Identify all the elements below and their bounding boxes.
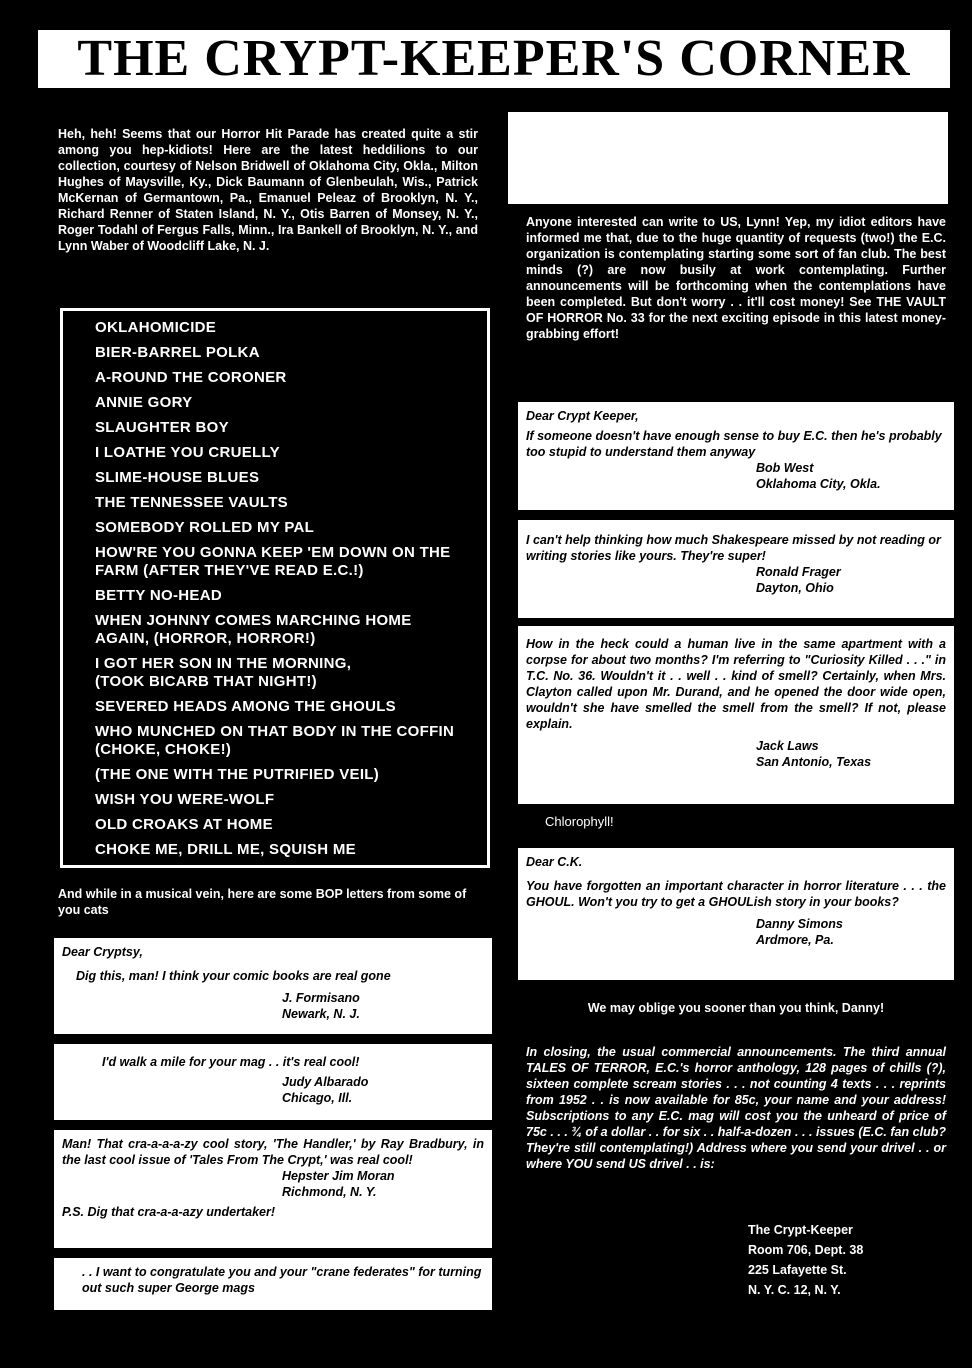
letter-signature: Hepster Jim Moran xyxy=(282,1169,395,1183)
letter-place: Oklahoma City, Okla. xyxy=(756,477,881,491)
letter-west xyxy=(518,402,954,510)
letter-place: Richmond, N. Y. xyxy=(282,1185,377,1199)
letter-postscript: P.S. Dig that cra-a-a-azy undertaker! xyxy=(62,1205,276,1219)
letter-body: I can't help thinking how much Shakespeare missed by not reading or writing stories like yours. They're super! xyxy=(526,533,941,563)
song-item: THE TENNESSEE VAULTS xyxy=(95,494,288,511)
letter-laws xyxy=(518,626,954,804)
letter-congratulate xyxy=(54,1258,492,1310)
blank-panel xyxy=(508,112,948,204)
song-item: WISH YOU WERE-WOLF xyxy=(95,791,275,808)
address-line: N. Y. C. 12, N. Y. xyxy=(748,1283,841,1297)
address-line: Room 706, Dept. 38 xyxy=(748,1243,864,1257)
letter-place: San Antonio, Texas xyxy=(756,755,872,769)
chlorophyll-remark: Chlorophyll! xyxy=(545,814,614,829)
song-item: OKLAHOMICIDE xyxy=(95,319,217,336)
letter-signature: Ronald Frager xyxy=(756,565,841,579)
danny-reply: We may oblige you sooner than you think, Danny! xyxy=(587,1001,885,1015)
letter-greeting: Dear Cryptsy, xyxy=(62,945,143,959)
letter-place: Newark, N. J. xyxy=(282,1007,360,1021)
closing-paragraph: In closing, the usual commercial announcements. The third annual TALES OF TERROR, E.C.'s horror anthology, 128 pages of chills (?), sixteen complete scream stories . . . not counting 4 texts . . . reprints from 1952 . . is now available for 85c, your name and your address! Subscriptions to any E.C. mag will cost you the unheard of price of 75c . . . ¾ of a dollar . . for six . . half-a-dozen . . . issues (E.C. fan club? They're still contemplating!) Address where you send your drivel . . or where YOU send US drivel . . is: xyxy=(526,1045,946,1171)
letter-place: Dayton, Ohio xyxy=(756,581,834,595)
letter-greeting: Dear Crypt Keeper, xyxy=(526,409,639,423)
letter-place: Chicago, Ill. xyxy=(282,1091,353,1105)
song-item: SLAUGHTER BOY xyxy=(95,419,229,436)
letter-place: Ardmore, Pa. xyxy=(756,933,834,947)
letter-albarado xyxy=(54,1044,492,1120)
song-item: SLIME-HOUSE BLUES xyxy=(95,469,260,486)
address-line: The Crypt-Keeper xyxy=(748,1223,853,1237)
song-list xyxy=(63,311,487,859)
song-list-box xyxy=(60,308,490,868)
letter-body: Dig this, man! I think your comic books are real gone xyxy=(76,969,391,983)
song-item: WHEN JOHNNY COMES MARCHING HOME AGAIN, (HORROR, HORROR!) xyxy=(95,612,412,647)
song-item: I LOATHE YOU CRUELLY xyxy=(95,444,280,461)
letter-body: Man! That cra-a-a-a-zy cool story, 'The Handler,' by Ray Bradbury, in the last cool issue of 'Tales From The Crypt,' was real cool! xyxy=(62,1137,484,1167)
song-item: BETTY NO-HEAD xyxy=(95,587,222,604)
letter-signature: Judy Albarado xyxy=(282,1075,369,1089)
song-item: I GOT HER SON IN THE MORNING, (TOOK BICARB THAT NIGHT!) xyxy=(95,655,352,690)
address-line: 225 Lafayette St. xyxy=(748,1263,847,1277)
song-item: BIER-BARREL POLKA xyxy=(95,344,260,361)
song-item: SEVERED HEADS AMONG THE GHOULS xyxy=(95,698,396,715)
letter-body: . . I want to congratulate you and your "crane federates" for turning out such super George mags xyxy=(82,1265,482,1295)
song-item: WHO MUNCHED ON THAT BODY IN THE COFFIN (CHOKE, CHOKE!) xyxy=(95,723,455,758)
letter-formisano xyxy=(54,938,492,1034)
intro-paragraph: Heh, heh! Seems that our Horror Hit Parade has created quite a stir among you hep-kidiots! Here are the latest heddilions to our collection, courtesy of Nelson Bridwell of Oklahoma City, Okla., Milton Hughes of Maysville, Ky., Dick Baumann of Glenbeulah, Wis., Patrick McKernan of Germantown, Pa., Emanuel Peleaz of Brooklyn, N. Y., Richard Renner of Staten Island, N. Y., Otis Barren of Monsey, N. Y., Roger Todahl of Fergus Falls, Minn., Ira Bankell of Brooklyn, N. Y., and Lynn Waber of Woodcliff Lake, N. J. xyxy=(58,127,478,253)
song-item: SOMEBODY ROLLED MY PAL xyxy=(95,519,315,536)
letter-body: How in the heck could a human live in the same apartment with a corpse for about two months? I'm referring to "Curiosity Killed . . ." in T.C. No. 36. Wouldn't it . . well . . kind of smell? Certainly, when Mrs. Clayton called upon Mr. Durand, and he opened the door wide open, wouldn't she have smelled the smell from the smell? If not, please explain. xyxy=(526,637,946,731)
song-item: ANNIE GORY xyxy=(95,394,193,411)
song-item: A-ROUND THE CORONER xyxy=(95,369,287,386)
letter-signature: J. Formisano xyxy=(282,991,360,1005)
letter-moran xyxy=(54,1130,492,1248)
bop-intro: And while in a musical vein, here are some BOP letters from some of you cats xyxy=(58,887,467,917)
letter-signature: Bob West xyxy=(756,461,814,475)
page-title: THE CRYPT-KEEPER'S CORNER xyxy=(38,30,950,88)
letter-frager xyxy=(518,520,954,618)
song-item: CHOKE ME, DRILL ME, SQUISH ME xyxy=(95,841,356,858)
letter-body: You have forgotten an important character in horror literature . . . the GHOUL. Won't you try to get a GHOULish story in your books? xyxy=(526,879,946,909)
song-item: HOW'RE YOU GONNA KEEP 'EM DOWN ON THE FARM (AFTER THEY'VE READ E.C.!) xyxy=(95,544,451,579)
letter-body: I'd walk a mile for your mag . . it's real cool! xyxy=(102,1055,360,1069)
mailing-address xyxy=(748,1220,948,1300)
letter-signature: Jack Laws xyxy=(756,739,819,753)
song-item: OLD CROAKS AT HOME xyxy=(95,816,273,833)
letter-greeting: Dear C.K. xyxy=(526,855,583,869)
letter-simons xyxy=(518,848,954,980)
letter-body: If someone doesn't have enough sense to buy E.C. then he's probably too stupid to understand them anyway xyxy=(526,429,942,459)
letter-signature: Danny Simons xyxy=(756,917,843,931)
fan-club-answer: Anyone interested can write to US, Lynn! Yep, my idiot editors have informed me that, due to the huge quantity of requests (two!) the E.C. organization is contemplating starting some sort of fan club. The best minds (?) are now busily at work contemplating. Further announcements will be forthcoming when the contemplations have been completed. But don't worry . . it'll cost money! See THE VAULT OF HORROR No. 33 for the next exciting episode in this latest money-grabbing effort! xyxy=(526,215,946,341)
song-item: (THE ONE WITH THE PUTRIFIED VEIL) xyxy=(95,766,380,783)
